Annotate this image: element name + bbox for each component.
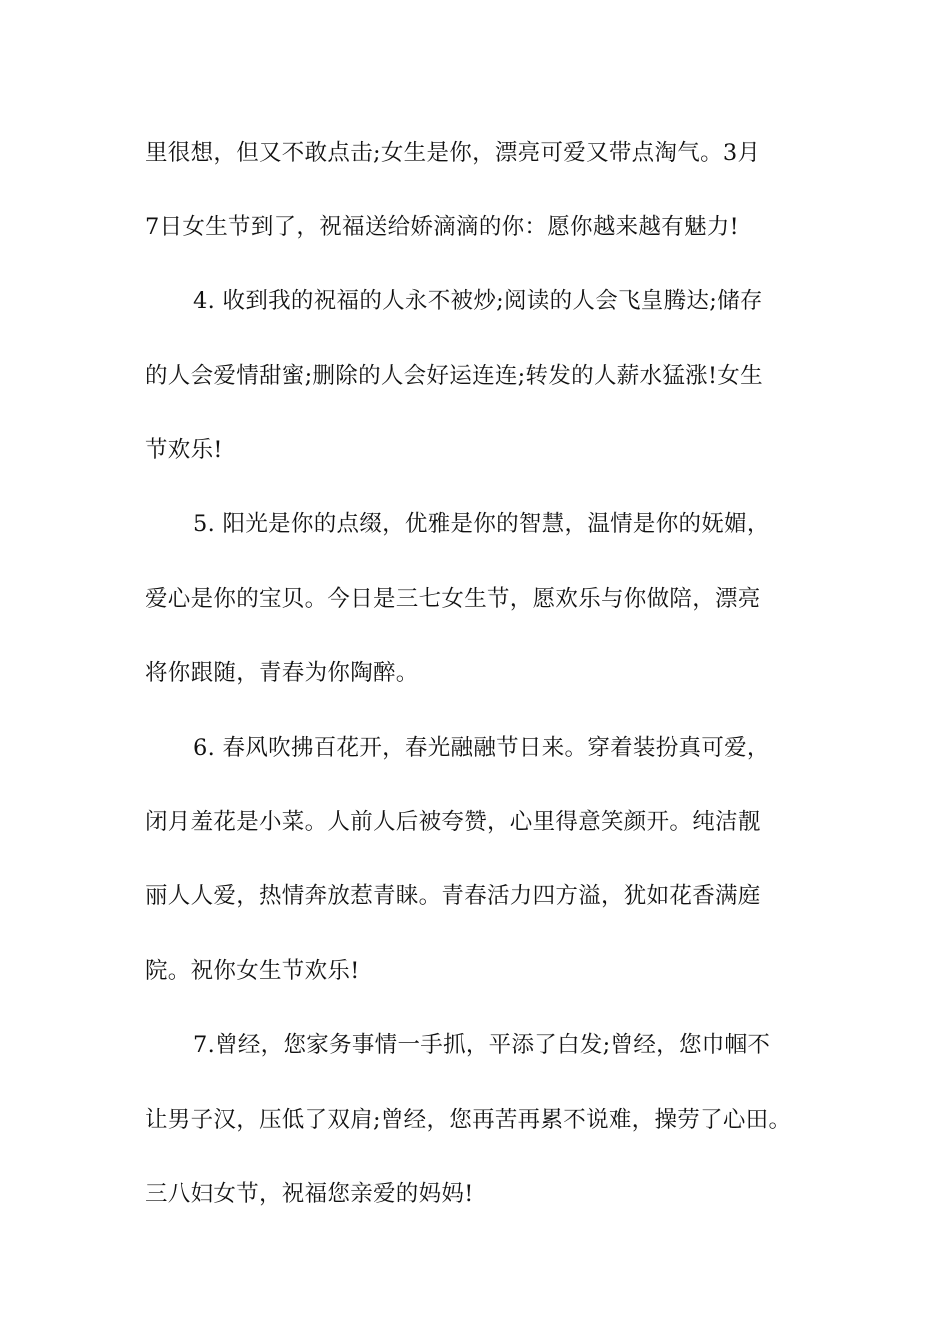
- text-line: 丽人人爱，热情奔放惹青睐。青春活力四方溢，犹如花香满庭: [145, 883, 761, 909]
- text-line: 让男子汉，压低了双肩;曾经，您再苦再累不说难，操劳了心田。: [145, 1107, 792, 1133]
- text-line: 里很想，但又不敢点击;女生是你，漂亮可爱又带点淘气。3月: [145, 140, 761, 166]
- text-line: 三八妇女节，祝福您亲爱的妈妈!: [145, 1181, 474, 1207]
- paragraph-7-start: 7.曾经，您家务事情一手抓，平添了白发;曾经，您巾帼不: [193, 1032, 771, 1058]
- text-line: 的人会爱情甜蜜;删除的人会好运连连;转发的人薪水猛涨!女生: [145, 363, 763, 389]
- text-line: 将你跟随，青春为你陶醉。: [145, 660, 419, 686]
- paragraph-5-start: 5. 阳光是你的点缀，优雅是你的智慧，温情是你的妩媚，: [193, 511, 770, 537]
- paragraph-4-start: 4. 收到我的祝福的人永不被炒;阅读的人会飞皇腾达;储存: [193, 288, 763, 314]
- text-line: 7日女生节到了，祝福送给娇滴滴的你：愿你越来越有魅力!: [145, 214, 739, 240]
- text-line: 闭月羞花是小菜。人前人后被夸赞，心里得意笑颜开。纯洁靓: [145, 809, 761, 835]
- paragraph-6-start: 6. 春风吹拂百花开，春光融融节日来。穿着装扮真可爱，: [193, 735, 770, 761]
- text-line: 院。祝你女生节欢乐!: [145, 958, 360, 984]
- text-line: 节欢乐!: [145, 437, 223, 463]
- text-line: 爱心是你的宝贝。今日是三七女生节，愿欢乐与你做陪，漂亮: [145, 586, 761, 612]
